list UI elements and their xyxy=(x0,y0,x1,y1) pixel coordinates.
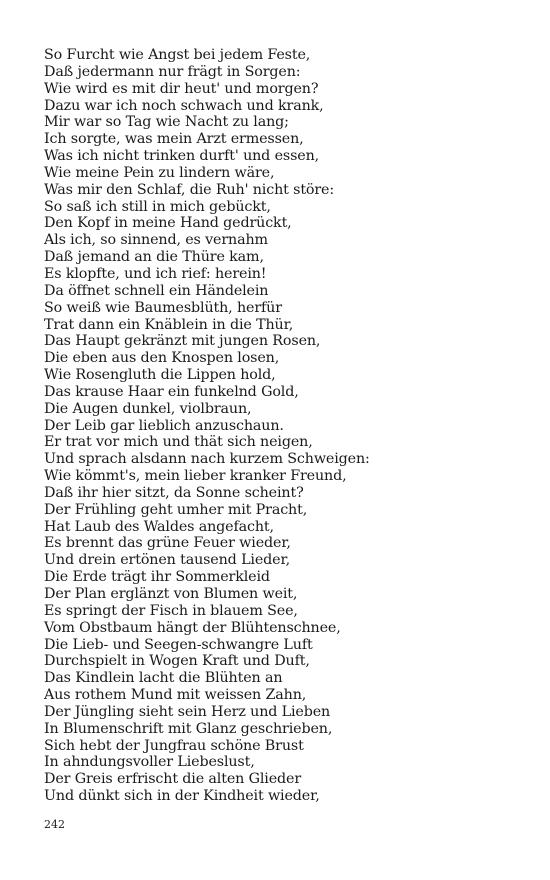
poem-line: Es brennt das grüne Feuer wieder, xyxy=(44,535,291,552)
poem-line: So saß ich still in mich gebückt, xyxy=(44,198,271,215)
poem-line: Er trat vor mich und thät sich neigen, xyxy=(44,434,313,451)
poem-line: So Furcht wie Angst bei jedem Feste, xyxy=(44,47,311,63)
poem-line: Die Erde trägt ihr Sommerkleid xyxy=(44,569,270,586)
poem-line: Hat Laub des Waldes angefacht, xyxy=(44,518,274,535)
poem-line: Was mir den Schlaf, die Ruh' nicht störe: xyxy=(44,181,335,198)
poem-line: Und sprach alsdann nach kurzem Schweigen: xyxy=(44,451,370,468)
poem-line: Die eben aus den Knospen losen, xyxy=(44,350,280,367)
poem-line: Aus rothem Mund mit weissen Zahn, xyxy=(44,687,307,704)
poem-line: Daß jemand an die Thüre kam, xyxy=(44,249,264,266)
poem-line: Dazu war ich noch schwach und krank, xyxy=(44,97,324,114)
poem-line: Und dünkt sich in der Kindheit wieder, xyxy=(44,788,320,805)
poem-line: Wie wird es mit dir heut' und morgen? xyxy=(44,80,319,97)
poem-line: Die Augen dunkel, violbraun, xyxy=(44,400,252,417)
poem-line: Als ich, so sinnend, es vernahm xyxy=(44,232,268,249)
poem-line: Der Jüngling sieht sein Herz und Lieben xyxy=(44,703,331,720)
poem-line: Das krause Haar ein funkelnd Gold, xyxy=(44,383,299,400)
poem-line: Der Greis erfrischt die alten Glieder xyxy=(44,771,302,788)
poem-line: Das Kindlein lacht die Blühten an xyxy=(44,670,283,687)
poem-line: In Blumenschrift mit Glanz geschrieben, xyxy=(44,720,333,737)
poem-line: Trat dann ein Knäblein in die Thür, xyxy=(44,316,294,333)
poem-line: Wie Rosengluth die Lippen hold, xyxy=(44,367,276,384)
poem-line: Ich sorgte, was mein Arzt ermessen, xyxy=(44,131,304,148)
poem-line: Das Haupt gekränzt mit jungen Rosen, xyxy=(44,333,321,350)
poem-line: Daß jedermann nur frägt in Sorgen: xyxy=(44,63,301,80)
poem-line: Der Leib gar lieblich anzuschaun. xyxy=(44,417,284,434)
poem-line: Und drein ertönen tausend Lieder, xyxy=(44,552,290,569)
poem-line: Durchspielt in Wogen Kraft und Duft, xyxy=(44,653,310,670)
poem-line: Wie meine Pein zu lindern wäre, xyxy=(44,164,275,181)
poem-line: Wie kömmt's, mein lieber kranker Freund, xyxy=(44,468,347,485)
poem-line: Da öffnet schnell ein Händelein xyxy=(44,282,269,299)
poem-line: So weiß wie Baumesblüth, herfür xyxy=(44,299,282,316)
poem-line: Daß ihr hier sitzt, da Sonne scheint? xyxy=(44,484,304,501)
poem-line: Es springt der Fisch in blauem See, xyxy=(44,602,298,619)
page-number: 242 xyxy=(44,818,65,831)
poem-text xyxy=(44,47,524,805)
poem-line: Es klopfte, und ich rief: herein! xyxy=(44,265,267,282)
poem-line: Die Lieb- und Seegen-schwangre Luft xyxy=(44,636,313,653)
poem-line: Der Plan erglänzt von Blumen weit, xyxy=(44,586,298,602)
poem-line: Der Frühling geht umher mit Pracht, xyxy=(44,501,308,518)
poem-line: Sich hebt der Jungfrau schöne Brust xyxy=(44,737,304,754)
poem-line: In ahndungsvoller Liebeslust, xyxy=(44,754,255,771)
poem-line: Den Kopf in meine Hand gedrückt, xyxy=(44,215,292,232)
poem-line: Mir war so Tag wie Nacht zu lang; xyxy=(44,114,289,131)
poem-line: Was ich nicht trinken durft' und essen, xyxy=(44,148,320,165)
poem-line: Vom Obstbaum hängt der Blühtenschnee, xyxy=(44,619,341,636)
